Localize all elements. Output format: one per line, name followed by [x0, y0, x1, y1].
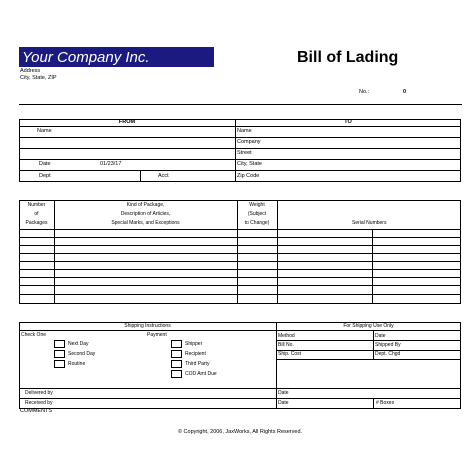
check-one-label: Check One [21, 332, 47, 338]
to-city-label: City, State [237, 161, 262, 167]
from-dept-label: Dept [39, 173, 51, 179]
boxes-label: # Boxes [376, 400, 395, 406]
office-date-label: Date [375, 333, 386, 339]
shipping-rule [19, 398, 461, 399]
to-street-label: Street [237, 150, 252, 156]
comments-label: COMMENTS [20, 408, 53, 414]
company-name: Your Company Inc. [22, 49, 150, 66]
parties-heading-rule [19, 126, 461, 127]
method-label: Method [278, 333, 295, 339]
office-heading: For Shipping Use Only [343, 323, 394, 329]
to-zip-label: Zip Code [237, 173, 260, 179]
packages-col-divider [277, 200, 278, 304]
shipping-table [19, 322, 461, 409]
number-header-2: of [34, 211, 39, 217]
cod-checkbox[interactable] [171, 370, 182, 378]
number-label: No.: [359, 89, 370, 95]
weight-header-2: (Subject [247, 211, 267, 217]
next-day-label: Next Day [68, 341, 89, 347]
packages-row-rule [19, 261, 461, 262]
from-name-label: Name [37, 128, 52, 134]
weight-header-3: to Change) [244, 220, 270, 226]
third-party-label: Third Party [185, 361, 210, 367]
boxes-divider [373, 398, 374, 409]
office-row-rule [276, 359, 461, 360]
instructions-heading: Shipping Instructions [124, 323, 171, 329]
packages-row-rule [19, 269, 461, 270]
routine-label: Routine [68, 361, 86, 367]
parties-divider [235, 119, 236, 182]
from-date-value[interactable]: 01/23/17 [100, 161, 122, 167]
bill-no-label: Bill No. [278, 342, 294, 348]
shipping-rule [19, 388, 461, 389]
from-heading: FROM [118, 119, 136, 125]
number-header-1: Number [27, 202, 46, 208]
recipient-label: Recipient [185, 351, 206, 357]
delivered-by-label: Delivered by [25, 390, 53, 396]
ship-cost-label: Ship. Cost [278, 351, 302, 357]
shipping-heading-rule [19, 330, 461, 331]
routine-checkbox[interactable] [54, 360, 65, 368]
packages-row-rule [19, 237, 461, 238]
packages-row-rule [19, 294, 461, 295]
parties-row-rule [19, 137, 461, 138]
kind-header-3: Special Marks, and Exceptions [111, 220, 180, 226]
packages-header-rule [19, 229, 461, 230]
office-row-rule [276, 350, 461, 351]
shipper-checkbox[interactable] [171, 340, 182, 348]
delivered-date-label: Date [278, 390, 289, 396]
city-state-zip: City, State, ZIP [20, 75, 57, 81]
office-row-rule [276, 340, 461, 341]
received-by-label: Received by [25, 400, 53, 406]
recipient-checkbox[interactable] [171, 350, 182, 358]
copyright-footer: © Copyright, 2006, JaxWorks, All Rights Reserved. [177, 429, 303, 435]
cod-label: COD Amt Due [185, 371, 217, 377]
kind-header-2: Description of Articles, [120, 211, 171, 217]
parties-row-rule [19, 159, 461, 160]
document-title: Bill of Lading [297, 49, 399, 66]
parties-row-rule [19, 170, 461, 171]
to-heading: TO [344, 119, 352, 125]
dept-chgd-label: Dept. Chgd [375, 351, 401, 357]
number-header-3: Packages [25, 220, 48, 226]
second-day-label: Second Day [68, 351, 96, 357]
office-divider [373, 330, 374, 359]
second-day-checkbox[interactable] [54, 350, 65, 358]
kind-header-1: Kind of Package, [126, 202, 165, 208]
shipper-label: Shipper [185, 341, 203, 347]
from-acct-label: Acct [158, 173, 169, 179]
payment-label: Payment [147, 332, 167, 338]
received-date-label: Date [278, 400, 289, 406]
weight-header-1: Weight [249, 202, 265, 208]
from-label-divider [140, 170, 141, 182]
next-day-checkbox[interactable] [54, 340, 65, 348]
packages-row-rule [19, 277, 461, 278]
shipped-by-label: Shipped By [375, 342, 401, 348]
packages-row-rule [19, 253, 461, 254]
header-divider [19, 104, 462, 105]
address-line: Address [20, 68, 41, 74]
packages-row-rule [19, 285, 461, 286]
number-value[interactable]: 0 [403, 89, 407, 95]
to-name-label: Name [237, 128, 252, 134]
from-date-label: Date [39, 161, 51, 167]
packages-row-rule [19, 245, 461, 246]
packages-col-divider [372, 229, 373, 304]
shipping-divider [276, 322, 277, 409]
to-company-label: Company [237, 139, 261, 145]
parties-row-rule [19, 148, 461, 149]
third-party-checkbox[interactable] [171, 360, 182, 368]
serial-header: Serial Numbers [352, 220, 387, 226]
